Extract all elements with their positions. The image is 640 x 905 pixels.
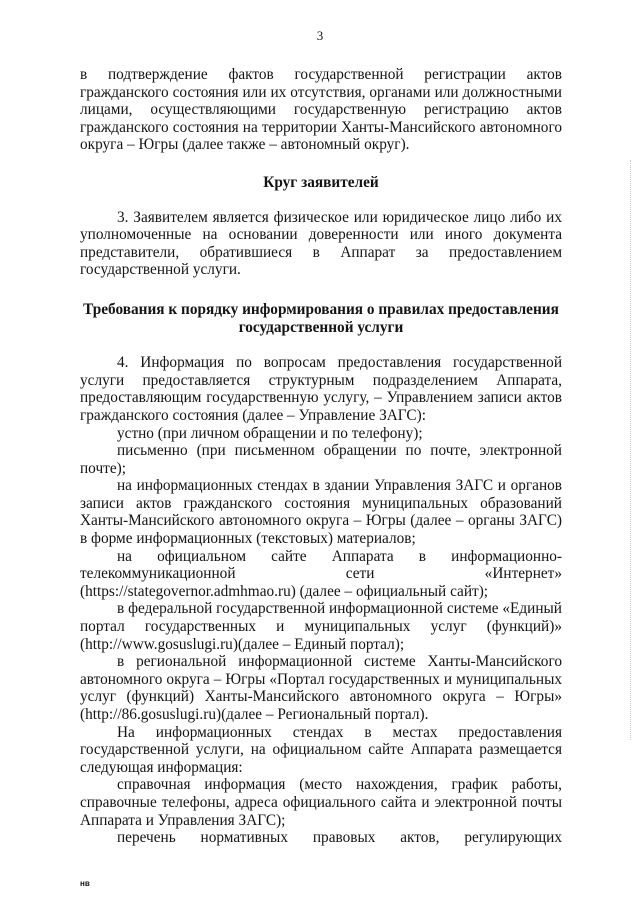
paragraph-regional-portal: в региональной информационной системе Ханты-Мансийского автономного округа – Югры «Портал государственных и муниципальных услуг (функций) Ханты-Мансийского автономного округа – Югры» (http://86.gosuslugi.ru)(далее – Региональный портал). [80, 653, 562, 723]
paragraph-applicants: 3. Заявителем является физическое или юридическое лицо либо их уполномоченные на основании доверенности или иного документа представители, обратившиеся в Аппарат за предоставлением государственной услуги. [80, 208, 562, 279]
paragraph-info-stands: на информационных стендах в здании Управления ЗАГС и органов записи актов гражданского состояния муниципальных образований Ханты-Мансийского автономного округа – Югры (далее – органы ЗАГС) в форме информационных (текстовых) материалов; [80, 477, 562, 548]
section-heading-information-requirements: Требования к порядку информирования о правилах предоставления государственной услуги [83, 300, 559, 336]
paragraph-official-site: на официальном сайте Аппарата в информационно-телекоммуникационной сети «Интернет» (https://stategovernor.admhmao.ru) (далее – официальный сайт); [80, 547, 562, 600]
paragraph-intro: в подтверждение фактов государственной регистрации актов гражданского состояния или их отсутствия, органами или должностными лицами, осуществляющими государственную регистрацию актов гражданского состояния на территории Ханты-Мансийского автономного округа – Югры (далее также – автономный округ). [80, 66, 562, 154]
paragraph-posted-info: На информационных стендах в местах предоставления государственной услуги, на официальном сайте Аппарата размещается следующая информация: [80, 723, 562, 776]
page-number: 3 [316, 28, 324, 43]
section-heading-applicants: Круг заявителей [263, 173, 379, 191]
paragraph-legal-acts: перечень нормативных правовых актов, регулирующих [117, 829, 562, 847]
paragraph-reference-info: справочная информация (место нахождения, график работы, справочные телефоны, адреса официального сайта и электронной почты Аппарата и Управления ЗАГС); [80, 776, 562, 829]
paragraph-written: письменно (при письменном обращении по почте, электронной почте); [80, 442, 562, 477]
scan-edge-divider [630, 160, 631, 740]
paragraph-unified-portal: в федеральной государственной информационной системе «Единый портал государственных и муниципальных услуг (функций)» (http://www.gosuslugi.ru)(далее – Единый портал); [80, 600, 562, 653]
footer-mark: нв [80, 879, 90, 888]
paragraph-oral: устно (при личном обращении и по телефону); [117, 424, 423, 442]
document-body [80, 66, 562, 847]
paragraph-item-4: 4. Информация по вопросам предоставления государственной услуги предоставляется структурным подразделением Аппарата, предоставляющим государственную услугу, – Управлением записи актов гражданского состояния (далее – Управление ЗАГС): [80, 354, 562, 424]
